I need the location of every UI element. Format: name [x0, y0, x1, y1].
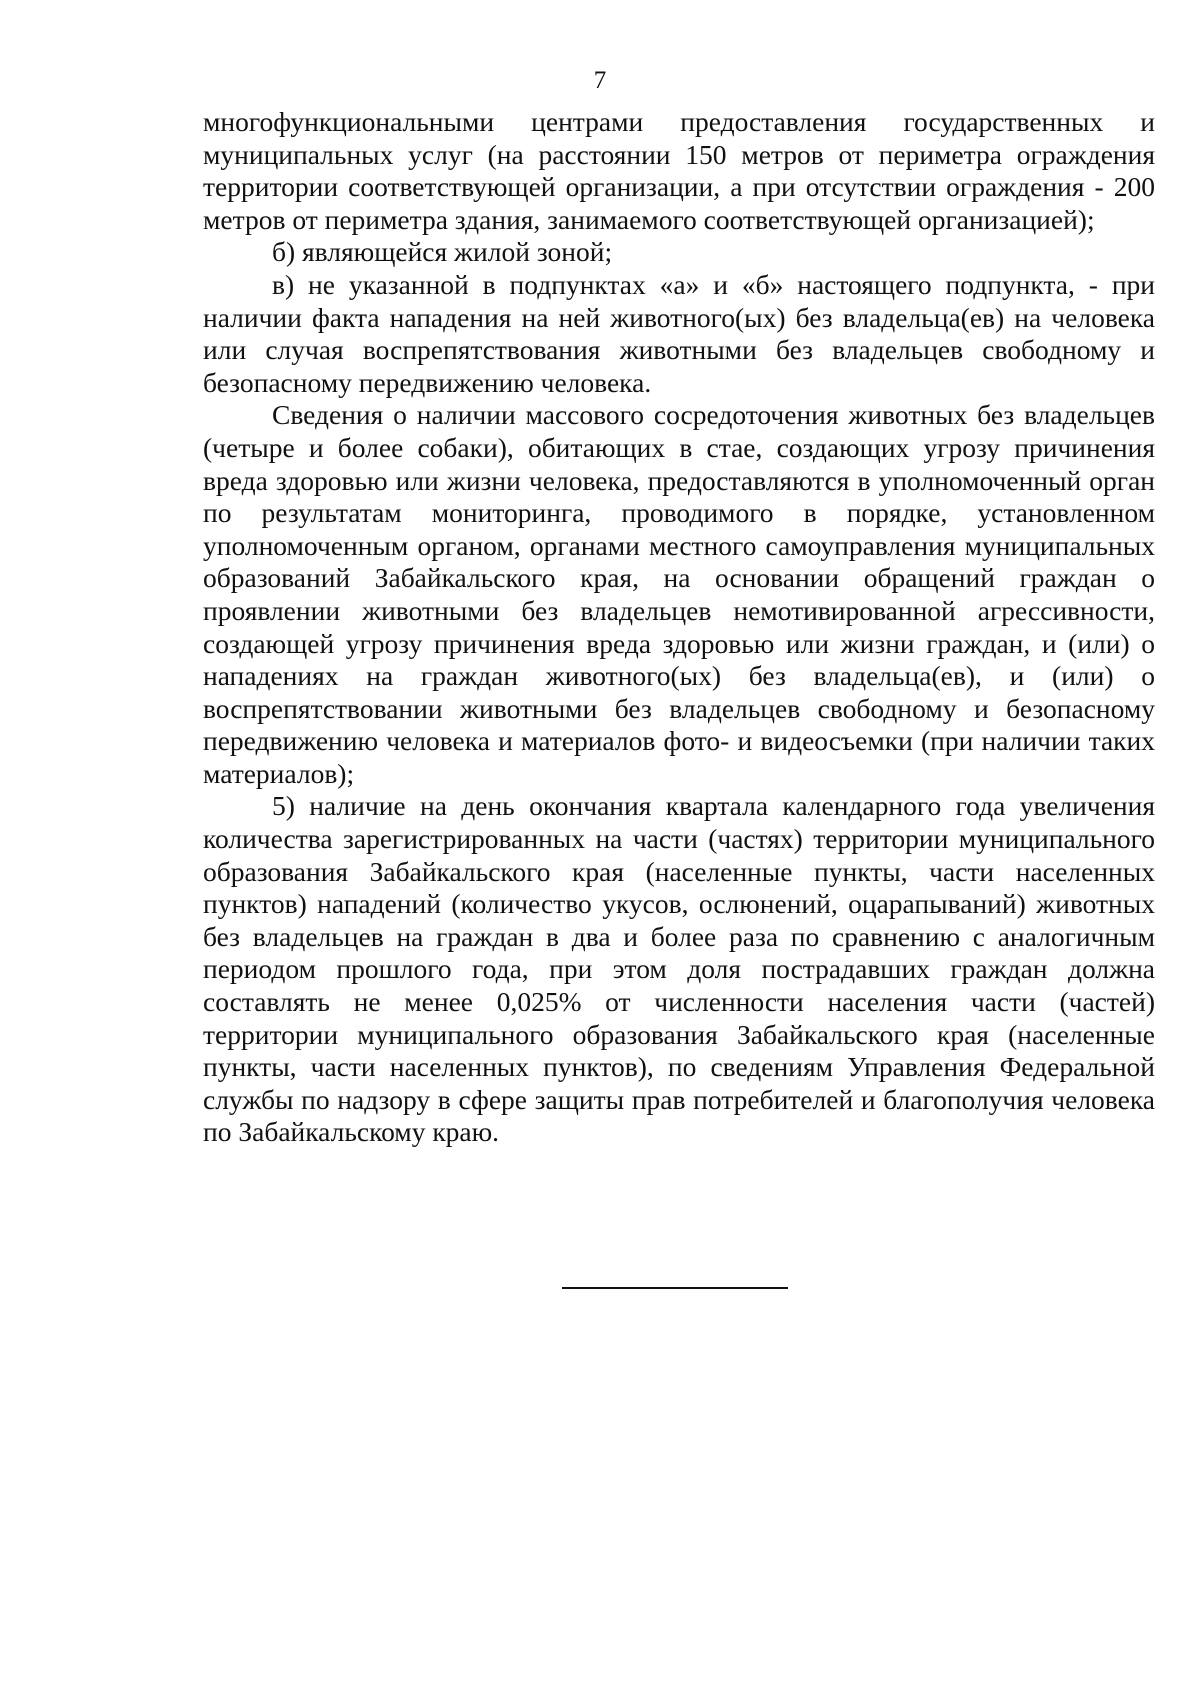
document-body	[203, 106, 1155, 1149]
paragraph-info: Сведения о наличии массового сосредоточения животных без владельцев (четыре и более собаки), обитающих в стае, создающих угрозу причинения вреда здоровью или жизни человека, предоставляются в уполномоченный орган по результатам мониторинга, проводимого в порядке, установленном уполномоченным органом, органами местного самоуправления муниципальных образований Забайкальского края, на основании обращений граждан о проявлении животными без владельцев немотивированной агрессивности, создающей угрозу причинения вреда здоровью или жизни граждан, и (или) о нападениях на граждан животного(ых) без владельца(ев), и (или) о воспрепятствовании животными без владельцев свободному и безопасному передвижению человека и материалов фото- и видеосъемки (при наличии таких материалов);	[203, 399, 1155, 789]
paragraph-item-v: в) не указанной в подпунктах «а» и «б» настоящего подпункта, - при наличии факта нападения на ней животного(ых) без владельца(ев) на человека или случая воспрепятствования животными без владельцев свободному и безопасному передвижению человека.	[203, 268, 1155, 398]
paragraph-item-b: б) являющейся жилой зоной;	[272, 236, 613, 268]
page-number: 7	[593, 67, 607, 94]
paragraph-item-5: 5) наличие на день окончания квартала календарного года увеличения количества зарегистрированных на части (частях) территории муниципального образования Забайкальского края (населенные пункты, части населенных пунктов) нападений (количество укусов, ослюнений, оцарапываний) животных без владельцев на граждан в два и более раза по сравнению с аналогичным периодом прошлого года, при этом доля пострадавших граждан должна составлять не менее 0,025% от численности населения части (частей) территории муниципального образования Забайкальского края (населенные пункты, части населенных пунктов), по сведениям Управления Федеральной службы по надзору в сфере защиты прав потребителей и благополучия человека по Забайкальскому краю.	[203, 790, 1155, 1148]
paragraph-continuation: многофункциональными центрами предоставления государственных и муниципальных услуг (на расстоянии 150 метров от периметра ограждения территории соответствующей организации, а при отсутствии ограждения - 200 метров от периметра здания, занимаемого соответствующей организацией);	[203, 106, 1155, 235]
end-separator-line	[562, 1287, 788, 1289]
